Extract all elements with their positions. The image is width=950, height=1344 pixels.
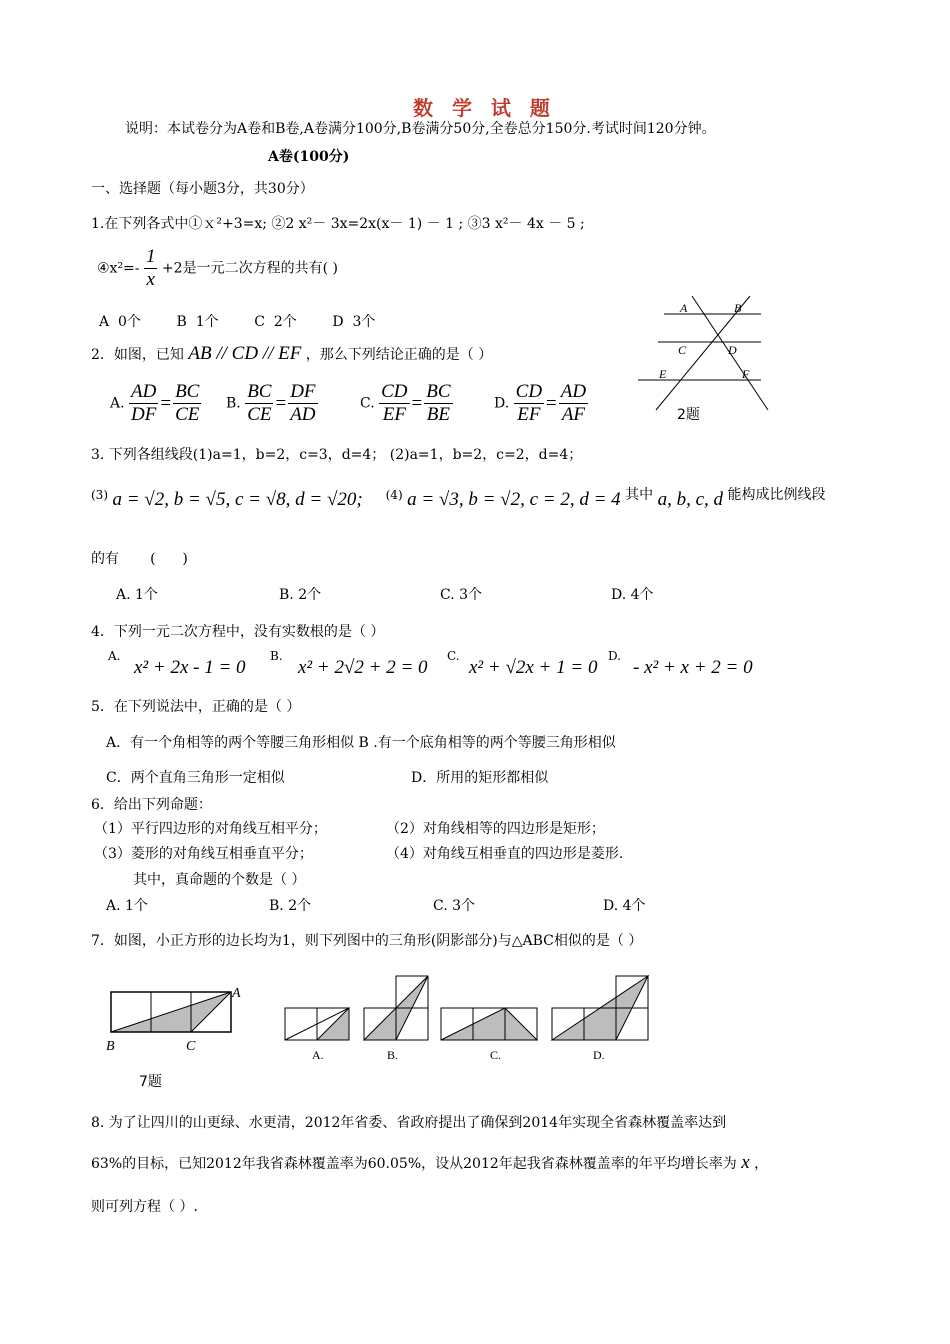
q8-line2-text: 63%的目标，已知2012年我省森林覆盖率为60.05%，设从2012年起我省森林覆盖率的年平均增长率为 — [91, 1156, 737, 1172]
section-heading: 一、选择题（每小题3分，共30分） — [91, 181, 314, 197]
q6-option-c: C. 3个 — [433, 898, 476, 914]
q2-stem — [91, 343, 492, 365]
q2-a-den1: DF — [131, 404, 157, 425]
q4-stem: 4．下列一元二次方程中，没有实数根的是（ ） — [91, 624, 385, 640]
q1-options: A 0个 B 1个 C 2个 D 3个 — [99, 314, 376, 330]
q2-b-den2: AD — [290, 404, 316, 425]
q2-c-num2: BC — [426, 381, 451, 402]
q3-label-4: (4) — [385, 488, 403, 502]
q1-line2 — [97, 246, 338, 291]
q4-eq-b: x² + 2√2 + 2 = 0 — [298, 657, 428, 678]
q5-stem: 5．在下列说法中，正确的是（ ） — [91, 699, 301, 715]
q6-prop-4: （4）对角线互相垂直的四边形是菱形. — [386, 846, 624, 862]
q2-option-b: B. $\frac{BC}{CE}$ = $\frac{DF}{AD}$ — [226, 381, 316, 425]
q7-figure-caption: 7题 — [139, 1074, 162, 1090]
q3-set4: a = √3, b = √2, c = 2, d = 4 — [407, 489, 621, 510]
q6-prop-1: （1）平行四边形的对角线互相平分； — [94, 821, 327, 837]
q2-label-b: B — [734, 301, 742, 315]
q6-stem: 6．给出下列命题： — [91, 797, 212, 813]
q3-option-b: B. 2个 — [279, 587, 322, 603]
q6-option-a: A. 1个 — [106, 898, 148, 914]
page-title: 数 学 试 题 — [413, 96, 556, 120]
q4-label-b: B. — [270, 649, 283, 663]
q7-main-figure — [106, 986, 241, 1054]
q2-c-num1: CD — [381, 381, 408, 402]
q3-tail: 能构成比例线段 — [727, 487, 826, 503]
q8-var: x — [741, 1152, 750, 1173]
q7-stem: 7．如图，小正方形的边长均为1，则下列图中的三角形(阴影部分)与△ABC相似的是（ ） — [91, 933, 643, 949]
q2-a-num1: AD — [131, 381, 157, 402]
q5-options-ab: A．有一个角相等的两个等腰三角形相似 B .有一个底角相等的两个等腰三角形相似 — [106, 735, 616, 751]
q4-eq-a: x² + 2x - 1 = 0 — [134, 657, 246, 678]
q2-label-f: F — [742, 367, 750, 381]
q4-label-d: D. — [608, 649, 622, 663]
intro-text: 说明：本试卷分为A卷和B卷,A卷满分100分,B卷满分50分,全卷总分150分.考试时间120分钟。 — [125, 121, 716, 137]
q6-ask: 其中，真命题的个数是（ ） — [133, 872, 306, 888]
q7-choice-a-figure — [285, 1008, 349, 1040]
q2-stem-suffix: ，那么下列结论正确的是（ ） — [305, 347, 493, 363]
q2-stem-prefix: 2．如图，已知 — [91, 347, 184, 363]
q2-option-c-label: C. — [360, 395, 375, 412]
q2-label-c: C — [678, 343, 687, 357]
q2-label-a: A — [680, 301, 688, 315]
q2-b-den1: CE — [247, 404, 272, 425]
q7-label-a: A — [232, 986, 241, 1001]
q7-choice-c-label: C. — [490, 1048, 502, 1062]
q2-option-a-label: A. — [110, 395, 125, 412]
q2-stem-math: AB // CD // EF — [188, 343, 302, 364]
q2-figure — [634, 290, 784, 430]
q7-choice-c-figure — [441, 1008, 537, 1040]
q8-line2 — [91, 1152, 768, 1174]
q7-figures — [100, 975, 660, 1065]
q6-prop-2: （2）对角线相等的四边形是矩形； — [386, 821, 605, 837]
q7-choice-a-label: A. — [312, 1048, 324, 1062]
q7-choice-b-label: B. — [387, 1048, 399, 1062]
q4-eq-c: x² + √2x + 1 = 0 — [469, 657, 598, 678]
q2-d-den2: AF — [561, 404, 586, 425]
q1-line1: 1.在下列各式中①ｘ²+3=x; ②2 x²－ 3x=2x(x－ 1) － 1 ; ③3 x²－ 4x － 5 ; — [91, 216, 585, 232]
q3-option-a: A. 1个 — [116, 587, 158, 603]
q8-line1: 8. 为了让四川的山更绿、水更清，2012年省委、省政府提出了确保到2014年实现全省森林覆盖率达到 — [91, 1115, 727, 1131]
q8-comma: ， — [754, 1156, 769, 1172]
q4-label-c: C. — [447, 649, 460, 663]
q2-d-num1: CD — [515, 381, 543, 402]
q2-d-den1: EF — [517, 404, 541, 425]
q8-line3: 则可列方程（ ）. — [91, 1199, 198, 1215]
q1-item4-prefix: ④x²=- — [97, 260, 140, 277]
q3-option-c: C. 3个 — [440, 587, 483, 603]
q5-option-d: D．所用的矩形都相似 — [411, 770, 549, 786]
q2-option-b-label: B. — [226, 395, 241, 412]
q2-c-den2: BE — [426, 404, 450, 425]
q3-line1: 3. 下列各组线段(1)a=1，b=2，c=3，d=4； (2)a=1，b=2，c=2，d=4； — [91, 447, 583, 463]
q3-mid: 其中 — [625, 487, 654, 503]
q5-option-c: C．两个直角三角形一定相似 — [106, 770, 285, 786]
q2-label-e: E — [659, 367, 667, 381]
q2-option-d-label: D. — [494, 395, 510, 412]
q2-a-num2: BC — [175, 381, 200, 402]
q6-option-b: B. 2个 — [269, 898, 312, 914]
q3-vars: a, b, c, d — [657, 489, 723, 510]
q4-label-a: A. — [108, 649, 121, 663]
q2-a-den2: CE — [175, 404, 200, 425]
q2-b-num2: DF — [290, 381, 316, 402]
q3-option-d: D. 4个 — [611, 587, 654, 603]
q2-option-d: D. $\frac{CD}{EF}$ = $\frac{AD}{AF}$ — [494, 381, 587, 425]
q7-choice-c-triangle — [441, 1008, 537, 1040]
q2-b-num1: BC — [247, 381, 272, 402]
q7-choice-d-label: D. — [593, 1048, 605, 1062]
q2-option-a: A. $\frac{AD}{DF}$ = $\frac{BC}{CE}$ — [110, 381, 200, 425]
q2-option-c: C. $\frac{CD}{EF}$ = $\frac{BC}{BE}$ — [360, 381, 451, 425]
q3-line2 — [91, 484, 825, 511]
q7-choice-a-triangle — [317, 1008, 349, 1040]
q2-label-d: D — [728, 343, 737, 357]
q3-set3: a = √2, b = √5, c = √8, d = √20; — [112, 489, 363, 510]
part-a-heading: A卷(100分) — [268, 149, 350, 165]
q1-item4-suffix: +2是一元二次方程的共有( ) — [161, 260, 338, 277]
q6-option-d: D. 4个 — [603, 898, 646, 914]
q7-label-b: B — [106, 1039, 115, 1054]
q1-fraction — [144, 246, 158, 291]
q1-frac-num: 1 — [145, 246, 156, 267]
q3-label-3: (3) — [91, 488, 108, 502]
q7-label-c: C — [186, 1039, 196, 1054]
q2-c-den1: EF — [382, 404, 406, 425]
q2-d-num2: AD — [560, 381, 587, 402]
q6-prop-3: （3）菱形的对角线互相垂直平分； — [94, 846, 313, 862]
q7-main-triangle — [111, 992, 231, 1032]
q1-frac-den: x — [146, 269, 155, 290]
q7-choice-b-figure — [364, 976, 428, 1040]
q2-figure-caption: 2题 — [677, 407, 700, 423]
q3-line3: 的有 ( ) — [91, 551, 188, 567]
q4-eq-d: - x² + x + 2 = 0 — [633, 657, 753, 678]
q7-choice-d-figure — [552, 976, 648, 1040]
